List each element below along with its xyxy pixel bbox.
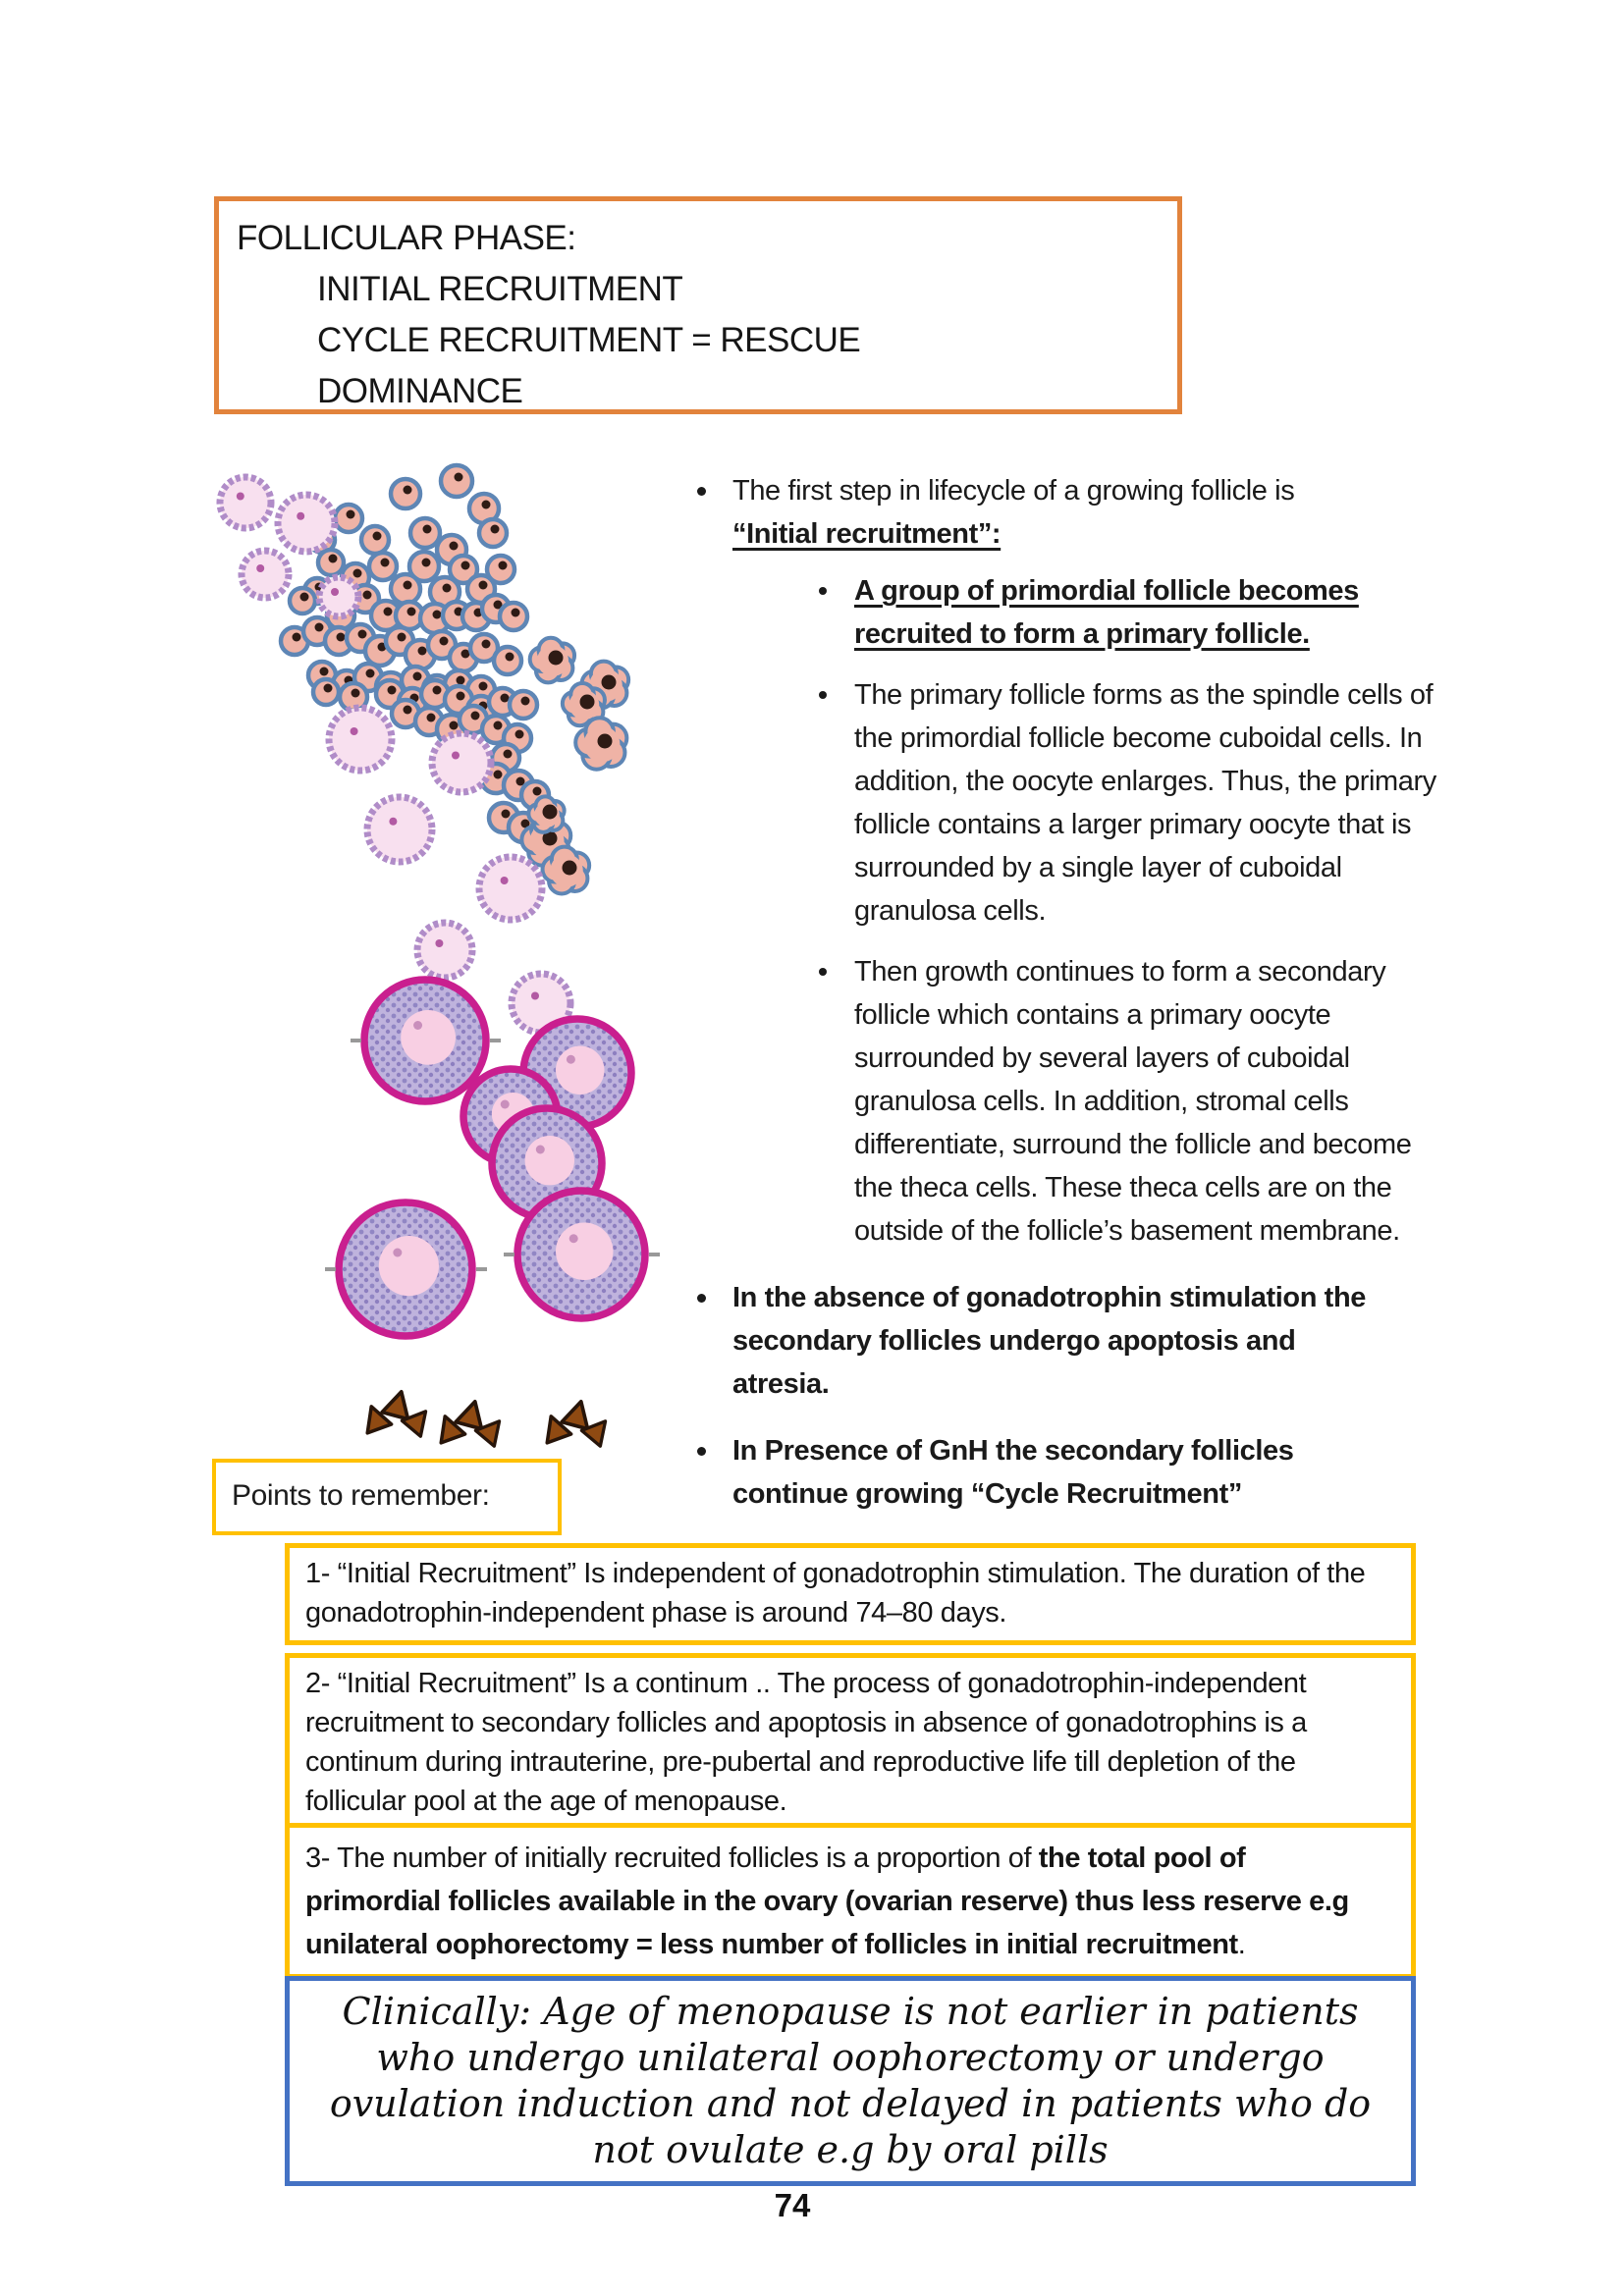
- primordial-follicle: [391, 574, 420, 604]
- initial-recruitment-emphasis: “Initial recruitment”:: [732, 518, 1001, 550]
- clinical-note-box: [285, 1976, 1416, 2186]
- primary-follicle: [329, 708, 392, 771]
- note-3-text: 3- The number of initially recruited follicles is a proportion of: [305, 1842, 1039, 1874]
- primordial-follicle: [318, 550, 344, 575]
- primordial-follicle: [441, 465, 472, 497]
- bullet-text: A group of primordial follicle becomes recruited to form a primary follicle.: [854, 575, 1359, 650]
- primary-follicle: [278, 495, 335, 552]
- tick-mark: [351, 1039, 361, 1042]
- primordial-follicle: [313, 679, 339, 705]
- primordial-follicle: [361, 526, 389, 554]
- primordial-follicle-lobed: [530, 638, 574, 683]
- bullet-text: The first step in lifecycle of a growing follicle is: [732, 475, 1295, 507]
- primordial-follicle: [410, 518, 440, 548]
- bullet-item-primary-follicle: [809, 673, 1445, 933]
- note-3-period: .: [1237, 1929, 1246, 1960]
- primary-follicle: [432, 733, 491, 792]
- primary-follicle: [242, 551, 289, 598]
- note-3-bold-text: the total pool of primordial follicles available in the ovary (ovarian reserve) thus less reserve e.g unilateral oophorectomy = less number of follicles in initial recruitment: [305, 1842, 1349, 1960]
- primary-follicle: [319, 577, 358, 616]
- bullet-item-secondary-follicle: [809, 950, 1445, 1253]
- primary-follicle: [367, 797, 432, 862]
- note-1-text: 1- “Initial Recruitment” Is independent of gonadotrophin stimulation. The duration of the gonadotrophin-independent phase is around 74–80 days.: [305, 1558, 1366, 1629]
- atretic-follicle-cluster: [359, 1388, 435, 1436]
- primordial-follicle: [290, 588, 315, 614]
- bullet-item-first-step: [685, 469, 1373, 556]
- tick-mark: [504, 1253, 514, 1256]
- primordial-follicle: [479, 519, 507, 547]
- bullet-text: In the absence of gonadotrophin stimulation the secondary follicles undergo apoptosis and atresia.: [732, 1282, 1366, 1400]
- primary-follicle: [479, 857, 542, 920]
- title-line-1: FOLLICULAR PHASE:: [237, 219, 576, 257]
- page-number: 74: [774, 2187, 811, 2223]
- bullet-item-presence-gnh: [685, 1429, 1373, 1516]
- follicle-figure-root: [220, 465, 660, 1446]
- bullet-item-group-primordial: [809, 569, 1445, 656]
- bullet-dot: [697, 487, 706, 496]
- primordial-follicle: [494, 647, 521, 674]
- atretic-follicle-cluster: [433, 1398, 509, 1446]
- bullet-list: [685, 469, 1436, 1529]
- tick-mark: [649, 1253, 660, 1256]
- title-box: [214, 196, 1182, 414]
- bullet-text: Then growth continues to form a secondary follicle which contains a primary oocyte surrounded by several layers of cuboidal granulosa cells. In addition, stromal cells differentiate, surround the follicle and become the theca cells. These theca cells are on the outside of the follicle’s basement membrane.: [854, 956, 1412, 1247]
- bullet-dot: [697, 1447, 706, 1456]
- note-box-3: [285, 1823, 1416, 1979]
- points-header: Points to remember:: [232, 1479, 490, 1512]
- bullet-dot: [819, 691, 827, 699]
- points-to-remember-box: [212, 1459, 562, 1535]
- primordial-follicle: [500, 603, 527, 630]
- bullet-text: The primary follicle forms as the spindle cells of the primordial follicle become cuboidal cells. In addition, the oocyte enlarges. Thus, the primary follicle contains a larger primary oocyte that is surrounded by a single layer of cuboidal granulosa cells.: [854, 679, 1436, 927]
- title-line-4: DOMINANCE: [317, 372, 523, 410]
- bullet-dot: [819, 587, 827, 595]
- primary-follicle: [417, 923, 472, 978]
- primary-follicle: [220, 477, 271, 528]
- note-box-2: [285, 1653, 1416, 1834]
- primordial-follicle: [391, 479, 420, 508]
- tick-mark: [325, 1267, 336, 1271]
- primordial-follicle: [510, 691, 537, 719]
- primordial-follicle: [335, 505, 362, 532]
- tick-mark: [490, 1039, 501, 1042]
- follicle-diagram: [196, 452, 687, 1482]
- bullet-item-absence-gonadotrophin: [685, 1276, 1373, 1406]
- note-2-text: 2- “Initial Recruitment” Is a continum .. The process of gonadotrophin-independent recruitment to secondary follicles and apoptosis in absence of gonadotrophins is a continum during intrauterine, pre-pubertal and reproductive life till depletion of the follicular pool at the age of menopause.: [305, 1668, 1307, 1817]
- secondary-follicle: [325, 1202, 487, 1336]
- clinical-note-text: Clinically: Age of menopause is not earlier in patients who undergo unilateral oophorectomy or undergo ovulation induction and not delayed in patients who do not ovulate e.g by oral pills: [329, 1990, 1372, 2171]
- tick-mark: [476, 1267, 487, 1271]
- bullet-text: In Presence of GnH the secondary follicles continue growing “Cycle Recruitment”: [732, 1435, 1294, 1510]
- note-box-1: [285, 1543, 1416, 1645]
- title-line-2: INITIAL RECRUITMENT: [317, 270, 683, 308]
- atretic-follicle-cluster: [539, 1398, 615, 1446]
- bullet-dot: [819, 968, 827, 976]
- title-line-3: CYCLE RECRUITMENT = RESCUE: [317, 321, 861, 359]
- primordial-follicle: [369, 553, 397, 580]
- bullet-dot: [697, 1294, 706, 1303]
